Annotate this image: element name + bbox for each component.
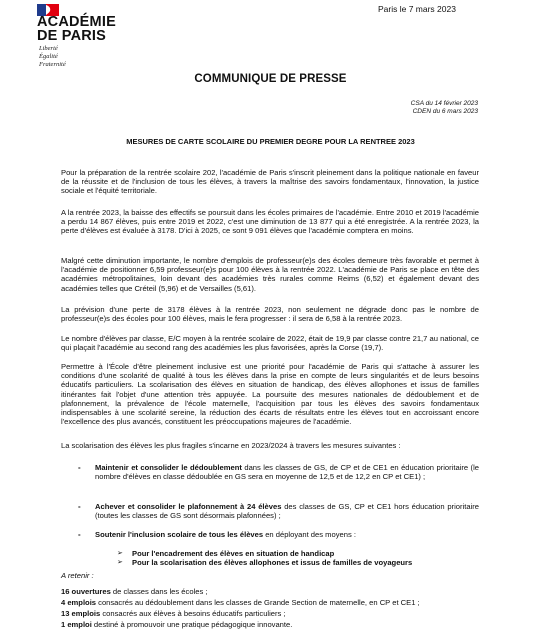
bullet-text: en déployant des moyens :	[263, 530, 356, 539]
motto-fraternite: Fraternité	[39, 61, 66, 68]
reference-cden: CDEN du 6 mars 2023	[412, 107, 478, 115]
retenir-text: consacrés aux élèves à besoins éducatifs particuliers ;	[100, 609, 286, 618]
paragraph-mesures-intro: La scolarisation des élèves les plus fragiles s'incarne en 2023/2024 à travers les mesures suivantes :	[61, 441, 401, 450]
bullet-plafonnement	[95, 502, 479, 520]
bullet-text: dans les classes de GS, de CP et de CE1 en éducation prioritaire (le nombre d'élèves en classe dédoublée en GS sera en moyenne de 12,5 et de 12,2 en CP et CE1) ;	[95, 463, 479, 482]
motto-liberte: Liberté	[39, 45, 58, 52]
arrow-bullet-icon: ➢	[117, 559, 123, 566]
paragraph-inclusion: Permettre à l'École d'être pleinement inclusive est une priorité pour l'académie de Paris qui s'attache à assurer les conditions d'une scolarité de qualité à tous les élèves dans la prise en compte de leurs singularités et de leurs besoins éducatifs particuliers. La scolarisation des élèves en situation de handicap, des élèves allophones et issus de familles itinérantes fait l'objet d'une attention très appuyée. La poursuite des mesures nationales de dédoublement et de plafonnement, la prévalence de l'école maternelle, l'acquisition par tous les élèves des savoirs fondamentaux indispensables à une scolarité sereine, la réduction des écarts de résultats entre les élèves tout en accroissant encore l'excellence des plus avancés, constituent les préoccupations majeures de l'académie.	[61, 362, 479, 427]
logo-line-2: DE PARIS	[37, 28, 107, 44]
bullet-text: des classes de GS, CP et CE1 hors éducation prioritaire (toutes les classes de GS sont désormais plafonnées) ;	[95, 502, 479, 521]
retenir-bold: 1 emploi	[61, 620, 92, 629]
retenir-bold: 13 emplois	[61, 609, 101, 618]
logo-line-1: ACADÉMIE	[37, 14, 116, 30]
page-title: COMMUNIQUE DE PRESSE	[194, 73, 347, 85]
bullet-bold: Soutenir l'inclusion scolaire de tous les élèves	[95, 530, 264, 539]
document-subtitle: MESURES DE CARTE SCOLAIRE DU PREMIER DEGRE POUR LA RENTREE 2023	[126, 137, 415, 146]
document-date: Paris le 7 mars 2023	[378, 4, 456, 14]
bullet-bold: Maintenir et consolider le dédoublement	[95, 463, 242, 472]
retenir-bold: 16 ouvertures	[61, 587, 111, 596]
retenir-label: A retenir :	[61, 571, 94, 580]
sub-bullet-handicap: Pour l'encadrement des élèves en situation de handicap	[132, 549, 335, 558]
retenir-item	[61, 620, 491, 629]
retenir-item	[61, 598, 491, 607]
paragraph-prevision: La prévision d'une perte de 3178 élèves à la rentrée 2023, non seulement ne dégrade donc pas le nombre de professeur(e)s des écoles pour 100 élèves, mais le fera progresser : il sera de 6,58 à la rentrée 2023.	[61, 305, 479, 324]
bullet-inclusion	[95, 530, 479, 539]
reference-csa: CSA du 14 février 2023	[410, 100, 478, 107]
bullet-dash: -	[78, 463, 81, 472]
bullet-dash: -	[78, 502, 81, 511]
retenir-text: destiné à promouvoir une pratique pédagogique innovante.	[91, 620, 293, 629]
paragraph-eleves-par-classe: Le nombre d'élèves par classe, E/C moyen à la rentrée scolaire de 2022, était de 19,9 par classe contre 21,7 au national, ce qui plaçait l'académie au second rang des académies les plus favorisées, après la Corse (19,7).	[61, 334, 479, 353]
references	[330, 100, 478, 115]
retenir-text: consacrés au dédoublement dans les classes de Grande Section de maternelle, en CP et CE1 ;	[96, 598, 420, 607]
paragraph-intro: Pour la préparation de la rentrée scolaire 202, l'académie de Paris s'inscrit pleinement dans la politique nationale en faveur de la réussite et de l'inclusion de tous les élèves, à travers la maîtrise des savoirs fondamentaux, l'innovation, la justice sociale et l'équité territoriale.	[61, 168, 479, 196]
bullet-dash: -	[78, 530, 81, 539]
retenir-item	[61, 587, 491, 596]
bullet-dedoublement	[95, 463, 479, 481]
sub-bullet-allophones: Pour la scolarisation des élèves allophones et issus de familles de voyageurs	[132, 558, 413, 567]
bullet-bold: Achever et consolider le plafonnement à 24 élèves	[95, 502, 282, 511]
paragraph-effectifs: A la rentrée 2023, la baisse des effectifs se poursuit dans les écoles primaires de l'académie. Entre 2010 et 2019 l'académie a perdu 14 867 élèves, puis entre 2019 et 2022, c'est une diminution de 13 877 qui a été enregistrée. A la rentrée 2023, la perte d'élèves est évaluée à 3178. D'ici à 2025, ce sont 9 091 élèves que l'académie comptera en moins.	[61, 208, 479, 236]
paragraph-emplois: Malgré cette diminution importante, le nombre d'emplois de professeur(e)s des écoles demeure très favorable et permet à l'académie de positionner 6,59 professeur(e)s pour 100 élèves à la rentrée 2022. L'académie de Paris se place en tête des académies métropolitaines, loin devant des académies très rurales comme Reims (6,52) et également devant des académies telles que Créteil (5,96) et de Versailles (5,61).	[61, 256, 479, 293]
retenir-text: de classes dans les écoles ;	[110, 587, 208, 596]
retenir-bold: 4 emplois	[61, 598, 97, 607]
motto-egalite: Égalité	[39, 53, 58, 60]
arrow-bullet-icon: ➢	[117, 550, 123, 557]
retenir-item	[61, 609, 491, 618]
